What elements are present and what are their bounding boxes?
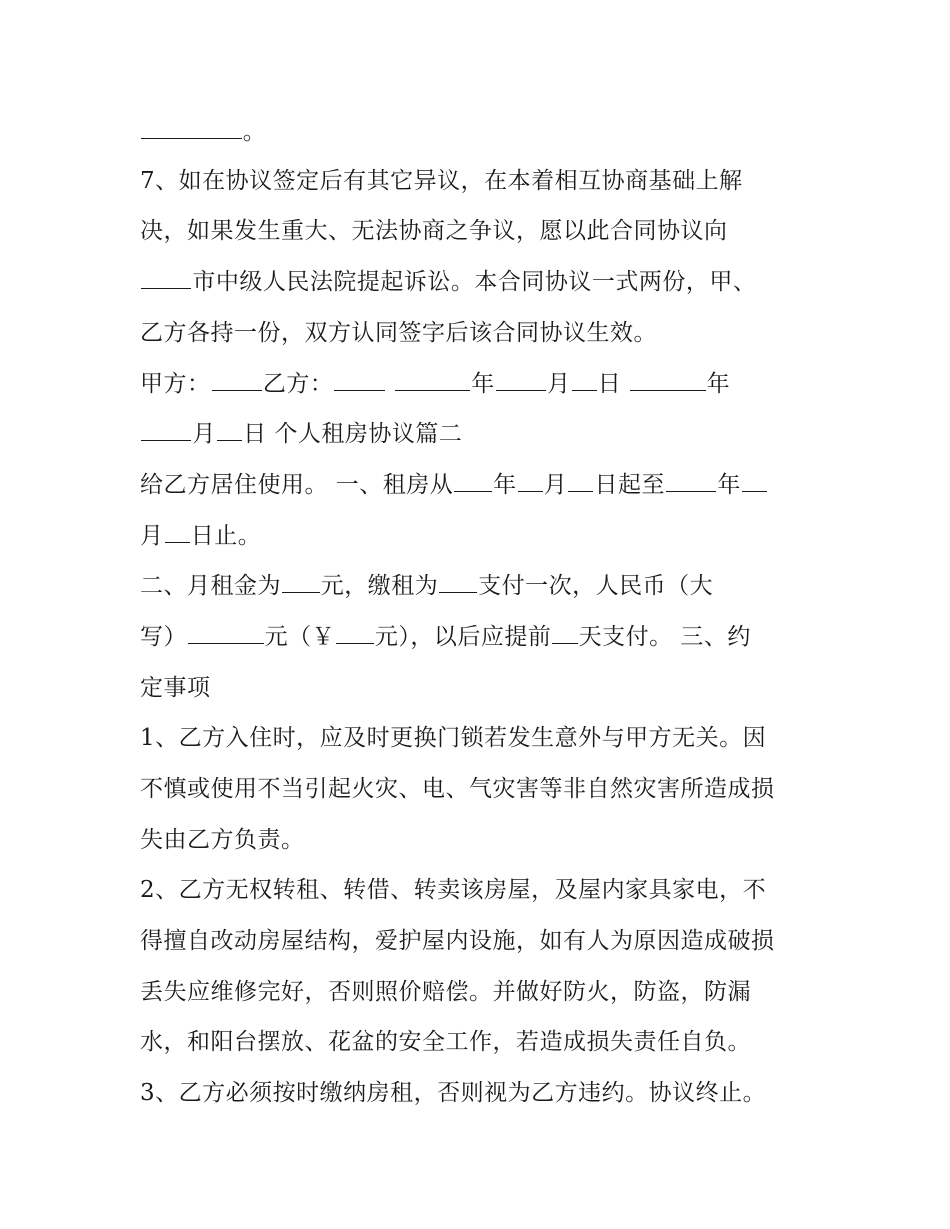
fill-in-blank (217, 419, 242, 441)
fill-in-blank (188, 622, 264, 644)
text-line (140, 419, 830, 449)
text-run: 水，和阳台摆放、花盆的安全工作，若造成损失责任自负。 (140, 1029, 751, 1055)
text-run: 年 (717, 472, 741, 498)
fill-in-blank (552, 622, 577, 644)
text-run: 失由乙方负责。 (140, 827, 305, 853)
text-line (140, 166, 830, 196)
text-line (140, 216, 830, 246)
text-run: 元，缴租为 (320, 573, 439, 599)
text-run: 日 个人租房协议篇二 (243, 421, 463, 447)
text-line (140, 117, 830, 147)
fill-in-blank (165, 521, 190, 543)
fill-in-blank (666, 470, 716, 492)
text-run: 年 (471, 371, 495, 397)
text-run: 市中级人民法院提起诉讼。本合同协议一式两份，甲、 (192, 269, 757, 295)
text-run: 年 (706, 371, 731, 397)
text-run: 支付一次，人民币（大 (478, 573, 714, 599)
text-line (140, 1078, 830, 1108)
text-run: 月 (543, 472, 568, 498)
text-run: 乙方： (262, 371, 334, 397)
text-run: 写） (140, 624, 187, 650)
fill-in-blank (282, 571, 320, 593)
text-line (140, 723, 830, 753)
text-run: 日起至 (594, 472, 665, 498)
fill-in-blank (518, 470, 543, 492)
fill-in-blank (395, 369, 471, 391)
text-run: 元），以后应提前 (374, 624, 552, 650)
fill-in-blank (439, 571, 477, 593)
text-line (140, 774, 830, 804)
fill-in-blank (568, 470, 593, 492)
text-line (140, 825, 830, 855)
fill-in-blank (141, 419, 191, 441)
text-run: 1、乙方入住时，应及时更换门锁若发生意外与甲方无关。因 (140, 725, 767, 751)
text-run: 丢失应维修完好，否则照价赔偿。并做好防火，防盗，防漏 (140, 979, 751, 1005)
text-line (140, 521, 830, 551)
text-run: 不慎或使用不当引起火灾、电、气灾害等非自然灾害所造成损 (140, 776, 775, 802)
text-run: 月 (547, 371, 571, 397)
text-line (140, 926, 830, 956)
fill-in-blank (630, 369, 706, 391)
text-run: 月 (140, 523, 164, 549)
text-run (386, 371, 394, 397)
text-run: 3、乙方必须按时缴纳房租，否则视为乙方违约。协议终止。 (140, 1080, 767, 1106)
text-run: 决，如果发生重大、无法协商之争议，愿以此合同协议向 (140, 218, 728, 244)
text-line (140, 673, 830, 703)
fill-in-blank (742, 470, 767, 492)
fill-in-blank (496, 369, 546, 391)
text-line (140, 977, 830, 1007)
text-run: 。 (242, 119, 267, 145)
fill-in-blank (334, 369, 384, 391)
text-run: 给乙方居住使用。 一、租房从 (140, 472, 454, 498)
text-run: 元（￥ (264, 624, 336, 650)
text-line (140, 875, 830, 905)
text-run: 日止。 (190, 523, 262, 549)
fill-in-blank (336, 622, 374, 644)
text-run: 天支付。 三、约 (578, 624, 751, 650)
text-run: 2、乙方无权转租、转借、转卖该房屋，及屋内家具家电，不 (140, 877, 767, 903)
fill-in-blank (141, 267, 191, 289)
text-run: 月 (192, 421, 216, 447)
fill-in-blank (454, 470, 492, 492)
text-run: 二、月租金为 (140, 573, 281, 599)
text-run: 甲方： (140, 371, 211, 397)
text-line (140, 622, 830, 652)
fill-in-blank (572, 369, 597, 391)
text-run: 定事项 (140, 675, 211, 701)
text-run: 日 (597, 371, 630, 397)
text-run: 乙方各持一份，双方认同签字后该合同协议生效。 (140, 320, 657, 346)
fill-in-blank (212, 369, 262, 391)
text-line (140, 1027, 830, 1057)
text-line (140, 470, 830, 500)
fill-in-blank (141, 117, 242, 139)
text-line (140, 369, 830, 399)
text-line (140, 318, 830, 348)
text-line (140, 571, 830, 601)
text-run: 年 (493, 472, 517, 498)
text-run: 7、如在协议签定后有其它异议，在本着相互协商基础上解 (140, 168, 743, 194)
text-run: 得擅自改动房屋结构，爱护屋内设施，如有人为原因造成破损 (140, 928, 775, 954)
text-line (140, 267, 830, 297)
